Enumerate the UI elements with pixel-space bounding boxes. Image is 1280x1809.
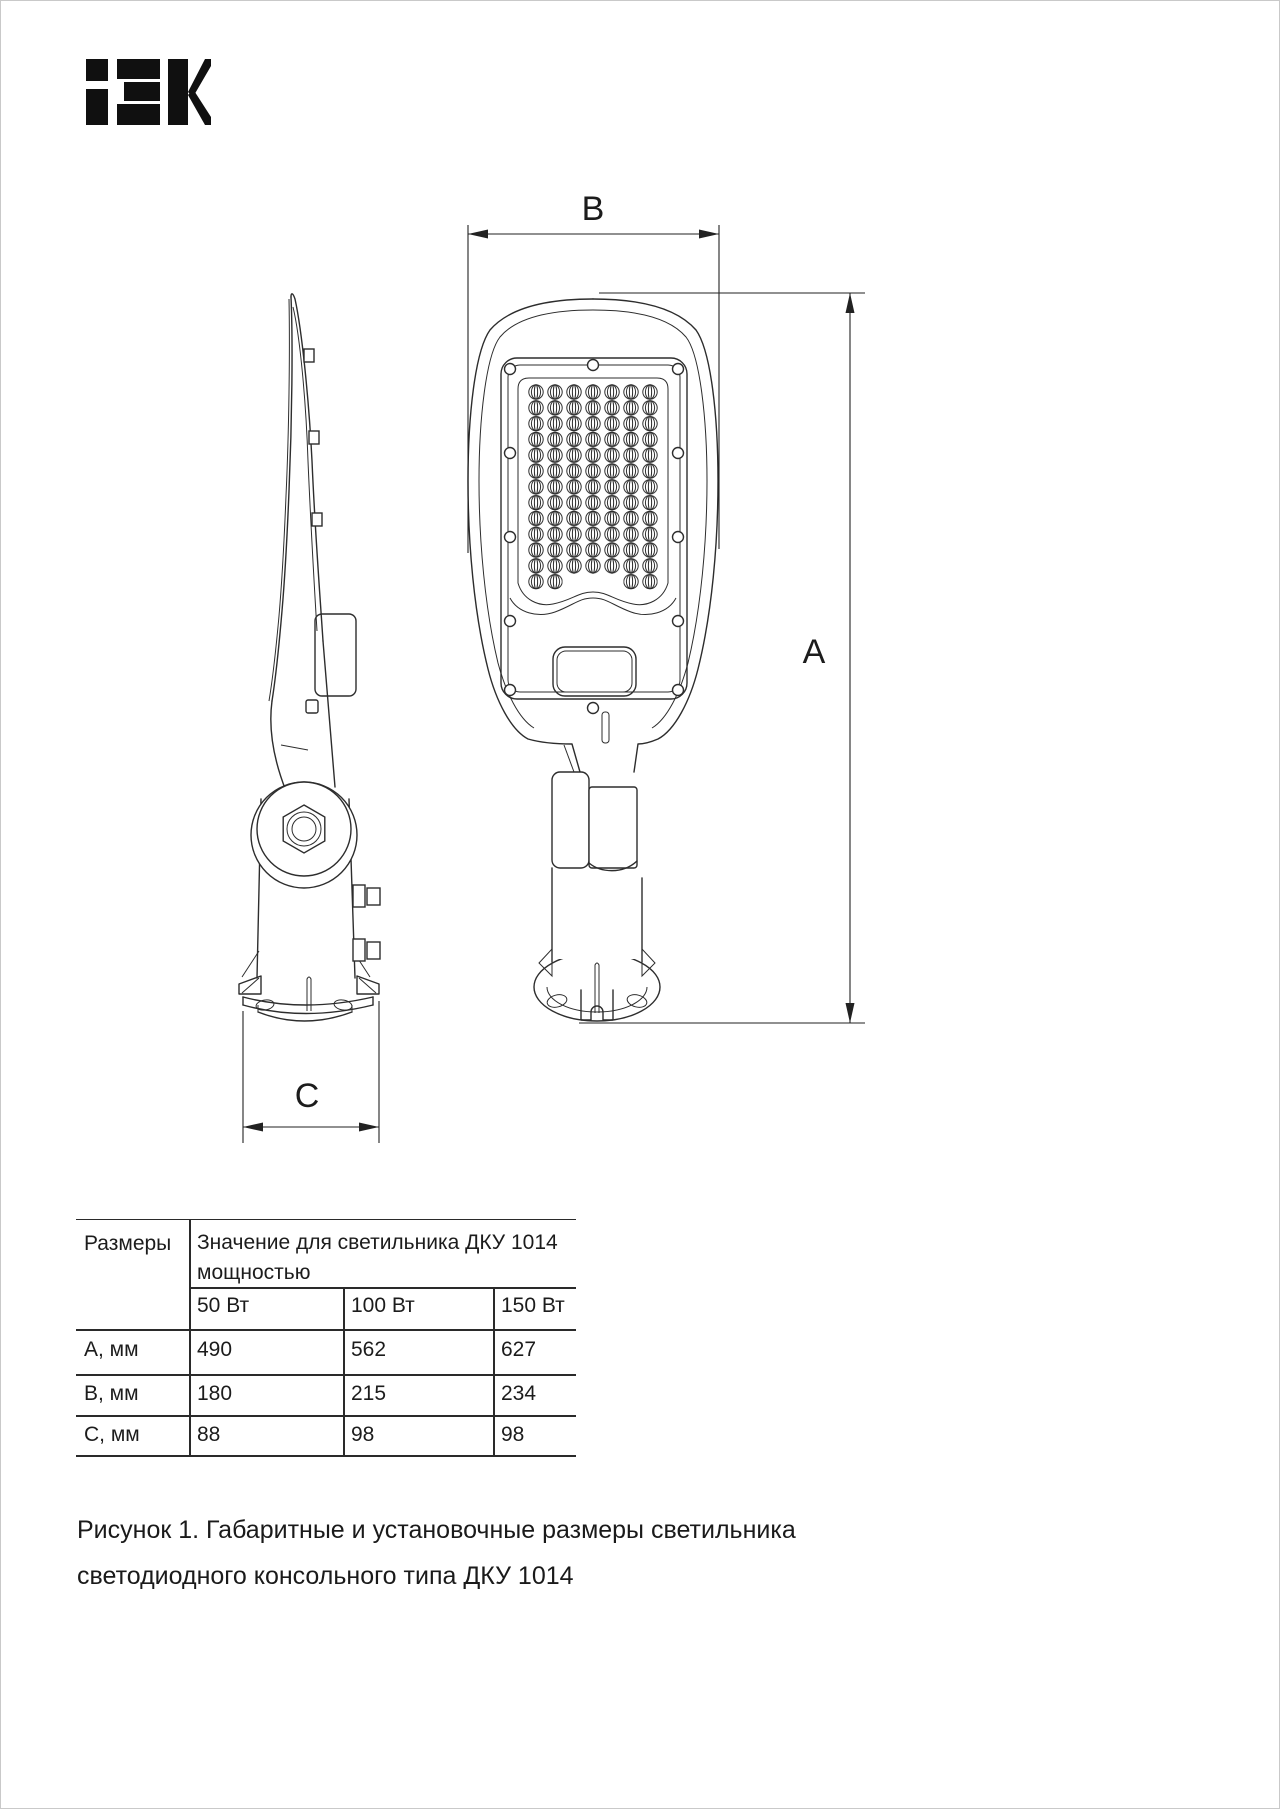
dimensions-table bbox=[76, 1219, 576, 1457]
row-a-value-100: 562 bbox=[351, 1338, 387, 1361]
row-a-label: А, мм bbox=[84, 1338, 139, 1361]
iek-logo bbox=[86, 59, 211, 125]
hinge-joint bbox=[251, 782, 357, 888]
front-view bbox=[468, 299, 718, 1021]
table-header-power-50: 50 Вт bbox=[197, 1294, 250, 1317]
base-front bbox=[534, 868, 660, 1021]
table-header-dimensions: Размеры bbox=[84, 1232, 172, 1255]
dimension-c bbox=[243, 1001, 379, 1143]
bracket-front bbox=[552, 772, 637, 871]
row-c-value-50: 88 bbox=[197, 1423, 221, 1446]
row-a-value-50: 490 bbox=[197, 1338, 233, 1361]
table-header-power-100: 100 Вт bbox=[351, 1294, 415, 1317]
table-header-value-span: Значение для светильника ДКУ 1014 мощностью bbox=[197, 1231, 558, 1284]
row-c-value-150: 98 bbox=[501, 1423, 525, 1446]
mounting-arm-side bbox=[271, 641, 335, 791]
dimension-label-a: A bbox=[802, 633, 826, 671]
driver-box bbox=[315, 614, 356, 696]
row-b-label: В, мм bbox=[84, 1382, 139, 1405]
base-flange-side bbox=[239, 976, 379, 1021]
row-b-value-150: 234 bbox=[501, 1382, 537, 1405]
dimension-drawing bbox=[1, 1, 1280, 1191]
label-plate bbox=[553, 647, 636, 696]
figure-caption-line2: светодиодного консольного типа ДКУ 1014 bbox=[77, 1562, 574, 1590]
figure-caption bbox=[77, 1507, 837, 1599]
led-array bbox=[528, 384, 658, 590]
row-b-value-50: 180 bbox=[197, 1382, 233, 1405]
table-header-power-150: 150 Вт bbox=[501, 1294, 565, 1317]
row-a-value-150: 627 bbox=[501, 1338, 537, 1361]
dimension-label-b: B bbox=[581, 190, 605, 228]
side-view bbox=[239, 294, 380, 1021]
clamp-bolts bbox=[353, 885, 380, 961]
row-b-value-100: 215 bbox=[351, 1382, 387, 1405]
figure-caption-line1: Рисунок 1. Габаритные и установочные размеры светильника bbox=[77, 1516, 796, 1544]
row-c-label: С, мм bbox=[84, 1423, 140, 1446]
dimension-label-c: C bbox=[294, 1077, 320, 1115]
row-c-value-100: 98 bbox=[351, 1423, 375, 1446]
